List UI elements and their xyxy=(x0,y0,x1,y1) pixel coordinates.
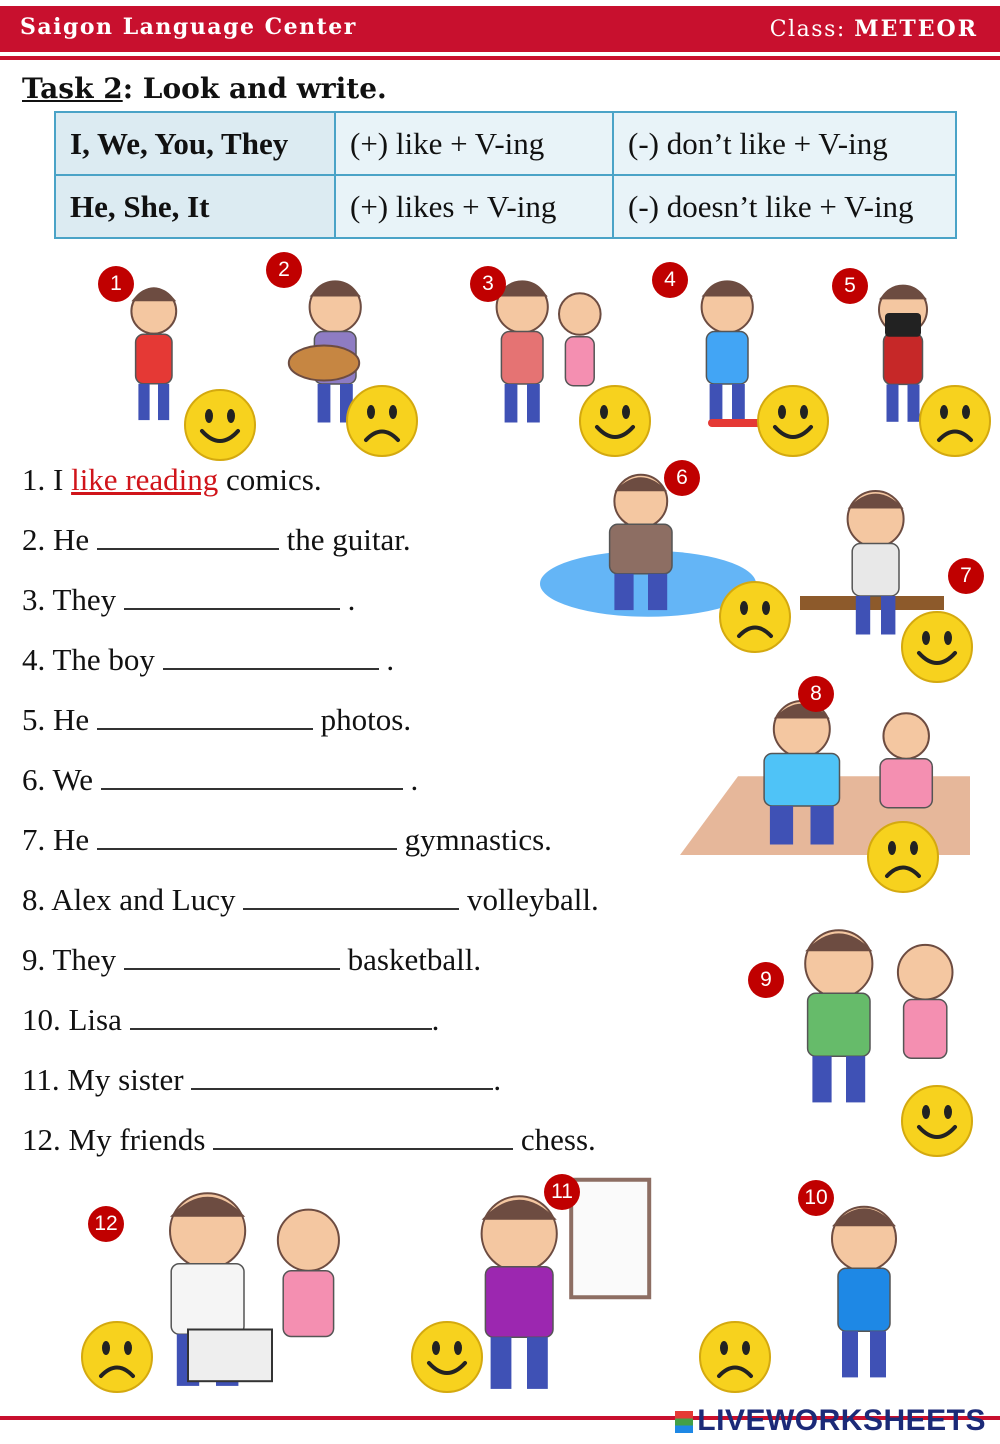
sentence-text: 8. Alex and Lucy xyxy=(22,882,244,917)
class-prefix: Class: xyxy=(769,17,855,42)
watermark-text: LIVEWORKSHEETS xyxy=(697,1404,986,1437)
happy-face-icon xyxy=(902,612,972,682)
picture-number-badge: 11 xyxy=(544,1174,580,1210)
sentence-text: 5. He xyxy=(22,702,97,737)
positive-cell: (+) like + V-ing xyxy=(335,112,613,175)
sentence-text: . xyxy=(431,1002,440,1037)
illustration-basketball xyxy=(805,930,952,1102)
subject-cell: I, We, You, They xyxy=(55,112,335,175)
sentence-5 xyxy=(22,702,411,738)
watermark xyxy=(675,1404,986,1438)
sentence-text: 11. My sister xyxy=(22,1062,192,1097)
face-10 xyxy=(698,1320,772,1394)
picture-number-badge: 9 xyxy=(748,962,784,998)
table-row xyxy=(55,112,956,175)
happy-face-icon xyxy=(412,1322,482,1392)
face-8 xyxy=(866,820,940,894)
center-name: Saigon Language Center xyxy=(20,14,357,40)
sentence-text: 12. My friends xyxy=(22,1122,214,1157)
grammar-table xyxy=(54,111,957,239)
face-12 xyxy=(80,1320,154,1394)
sentence-text: volleyball. xyxy=(459,882,599,917)
positive-cell: (+) likes + V-ing xyxy=(335,175,613,238)
task-instruction: : Look and write. xyxy=(122,72,387,105)
liveworksheets-logo-icon xyxy=(675,1411,693,1433)
sentence-3 xyxy=(22,582,355,618)
task-number: Task 2 xyxy=(22,72,123,105)
illustration-painting xyxy=(482,1180,650,1389)
face-7 xyxy=(900,610,974,684)
illustration-reading xyxy=(131,287,176,420)
sentence-text: comics. xyxy=(218,462,322,497)
face-2 xyxy=(345,384,419,458)
sentence-text: 2. He xyxy=(22,522,97,557)
face-6 xyxy=(718,580,792,654)
sentence-text: chess. xyxy=(513,1122,596,1157)
sad-face-icon xyxy=(720,582,790,652)
class-name: METEOR xyxy=(854,16,978,42)
picture-number-badge: 12 xyxy=(88,1206,124,1242)
sentence-text: 7. He xyxy=(22,822,97,857)
picture-number-badge: 4 xyxy=(652,262,688,298)
sad-face-icon xyxy=(82,1322,152,1392)
answer-blank[interactable] xyxy=(124,582,340,610)
sentence-9 xyxy=(22,942,481,978)
sentence-text: 1. I xyxy=(22,462,72,497)
happy-face-icon xyxy=(185,390,255,460)
sentence-text: photos. xyxy=(312,702,412,737)
face-11 xyxy=(410,1320,484,1394)
answer-blank[interactable] xyxy=(124,942,340,970)
happy-face-icon xyxy=(902,1086,972,1156)
sentence-text: basketball. xyxy=(339,942,482,977)
header-rule xyxy=(0,56,1000,60)
illustration-chess xyxy=(170,1193,339,1386)
picture-number-badge: 6 xyxy=(664,460,700,496)
picture-number-badge: 5 xyxy=(832,268,868,304)
negative-cell: (-) don’t like + V-ing xyxy=(613,112,956,175)
face-4 xyxy=(756,384,830,458)
sentence-text: 3. They xyxy=(22,582,124,617)
sentence-11 xyxy=(22,1062,501,1098)
picture-number-badge: 1 xyxy=(98,266,134,302)
sentence-text: 9. They xyxy=(22,942,124,977)
negative-cell: (-) doesn’t like + V-ing xyxy=(613,175,956,238)
sentence-6 xyxy=(22,762,418,798)
sentence-4 xyxy=(22,642,394,678)
sad-face-icon xyxy=(700,1322,770,1392)
picture-number-badge: 2 xyxy=(266,252,302,288)
sentence-text: 10. Lisa xyxy=(22,1002,130,1037)
illustration-cooking xyxy=(832,1207,896,1378)
sentence-1 xyxy=(22,462,322,498)
picture-number-badge: 8 xyxy=(798,676,834,712)
sentence-text: . xyxy=(339,582,356,617)
sentence-text: . xyxy=(402,762,419,797)
sentence-text: 4. The boy xyxy=(22,642,163,677)
answer-blank[interactable] xyxy=(243,882,459,910)
answer-blank[interactable] xyxy=(213,1122,513,1150)
happy-face-icon xyxy=(580,386,650,456)
header-bar xyxy=(0,0,1000,60)
sentence-10 xyxy=(22,1002,439,1038)
sentence-text: . xyxy=(378,642,395,677)
sentence-text: 6. We xyxy=(22,762,101,797)
answer-blank[interactable] xyxy=(130,1002,432,1030)
table-row xyxy=(55,175,956,238)
sentence-text: . xyxy=(493,1062,502,1097)
face-9 xyxy=(900,1084,974,1158)
sentence-8 xyxy=(22,882,599,918)
sad-face-icon xyxy=(920,386,990,456)
class-label xyxy=(770,16,978,42)
answer-blank[interactable] xyxy=(97,822,397,850)
sentence-2 xyxy=(22,522,411,558)
sad-face-icon xyxy=(868,822,938,892)
answer-blank[interactable] xyxy=(97,702,313,730)
answer-blank[interactable] xyxy=(101,762,403,790)
subject-cell: He, She, It xyxy=(55,175,335,238)
sentence-text: the guitar. xyxy=(278,522,411,557)
face-5 xyxy=(918,384,992,458)
happy-face-icon xyxy=(758,386,828,456)
picture-number-badge: 3 xyxy=(470,266,506,302)
sentence-12 xyxy=(22,1122,596,1158)
picture-number-badge: 7 xyxy=(948,558,984,594)
sentence-text: gymnastics. xyxy=(396,822,552,857)
answer-blank[interactable] xyxy=(97,522,279,550)
task-title xyxy=(22,72,387,105)
sad-face-icon xyxy=(347,386,417,456)
sentence-7 xyxy=(22,822,552,858)
face-3 xyxy=(578,384,652,458)
picture-number-badge: 10 xyxy=(798,1180,834,1216)
face-1 xyxy=(183,388,257,462)
answer-text[interactable]: like reading xyxy=(71,462,219,497)
answer-blank[interactable] xyxy=(163,642,379,670)
answer-blank[interactable] xyxy=(191,1062,493,1090)
